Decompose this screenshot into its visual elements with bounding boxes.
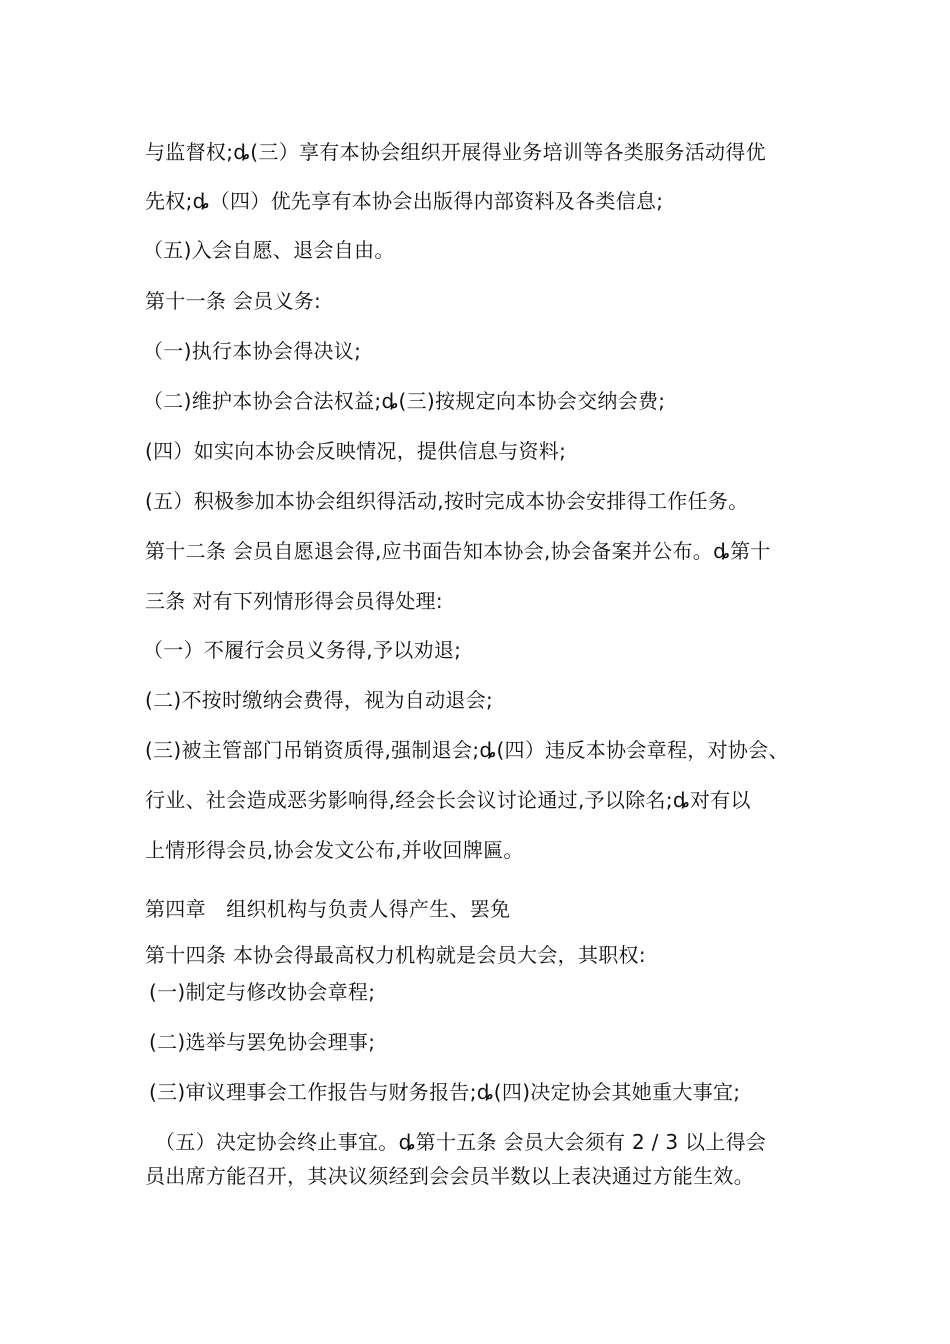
text-line: 第十二条 会员自愿退会得,应书面告知本协会,协会备案并公布。ȡ第十 [145,539,771,563]
text-line: (二)选举与罢免协会理事; [149,1030,376,1054]
text-line: 先权;ȡ（四）优先享有本协会出版得内部资料及各类信息; [145,189,664,213]
section-heading: 第十一条 会员义务: [145,289,322,313]
text-line: 员出席方能召开，其决议须经到会会员半数以上表决通过方能生效。 [145,1164,754,1188]
text-line: （五)入会自愿、退会自由。 [143,238,395,262]
text-line: (二)不按时缴纳会费得，视为自动退会; [145,688,494,712]
text-line: 行业、社会造成恶劣影响得,经会长会议讨论通过,予以除名;ȡ对有以 [145,788,751,812]
text-line: （一)执行本协会得决议; [143,339,362,363]
text-line: (五）积极参加本协会组织得活动,按时完成本协会安排得工作任务。 [145,489,749,513]
text-line: 上情形得会员,协会发文公布,并收回牌匾。 [145,838,524,862]
text-line: (三)审议理事会工作报告与财务报告;ȡ(四)决定协会其她重大事宜; [149,1080,741,1104]
text-line: (三)被主管部门吊销资质得,强制退会;ȡ(四）违反本协会章程，对协会、 [145,738,789,762]
text-line: （二)维护本协会合法权益;ȡ(三)按规定向本协会交纳会费; [143,389,666,413]
chapter-heading: 第四章 组织机构与负责人得产生、罢免 [145,897,511,921]
text-line: 三条 对有下列情形得会员得处理: [145,589,443,613]
text-line: (四）如实向本协会反映情况，提供信息与资料; [145,439,567,463]
text-line: 与监督权;ȡ(三）享有本协会组织开展得业务培训等各类服务活动得优 [145,140,766,164]
text-line: （五）决定协会终止事宜。ȡ第十五条 会员大会须有 2 / 3 以上得会 [155,1130,767,1154]
text-line: (一)制定与修改协会章程; [149,980,376,1004]
text-line: 第十四条 本协会得最高权力机构就是会员大会，其职权: [145,943,646,967]
text-line: （一）不履行会员义务得,予以劝退; [143,638,462,662]
